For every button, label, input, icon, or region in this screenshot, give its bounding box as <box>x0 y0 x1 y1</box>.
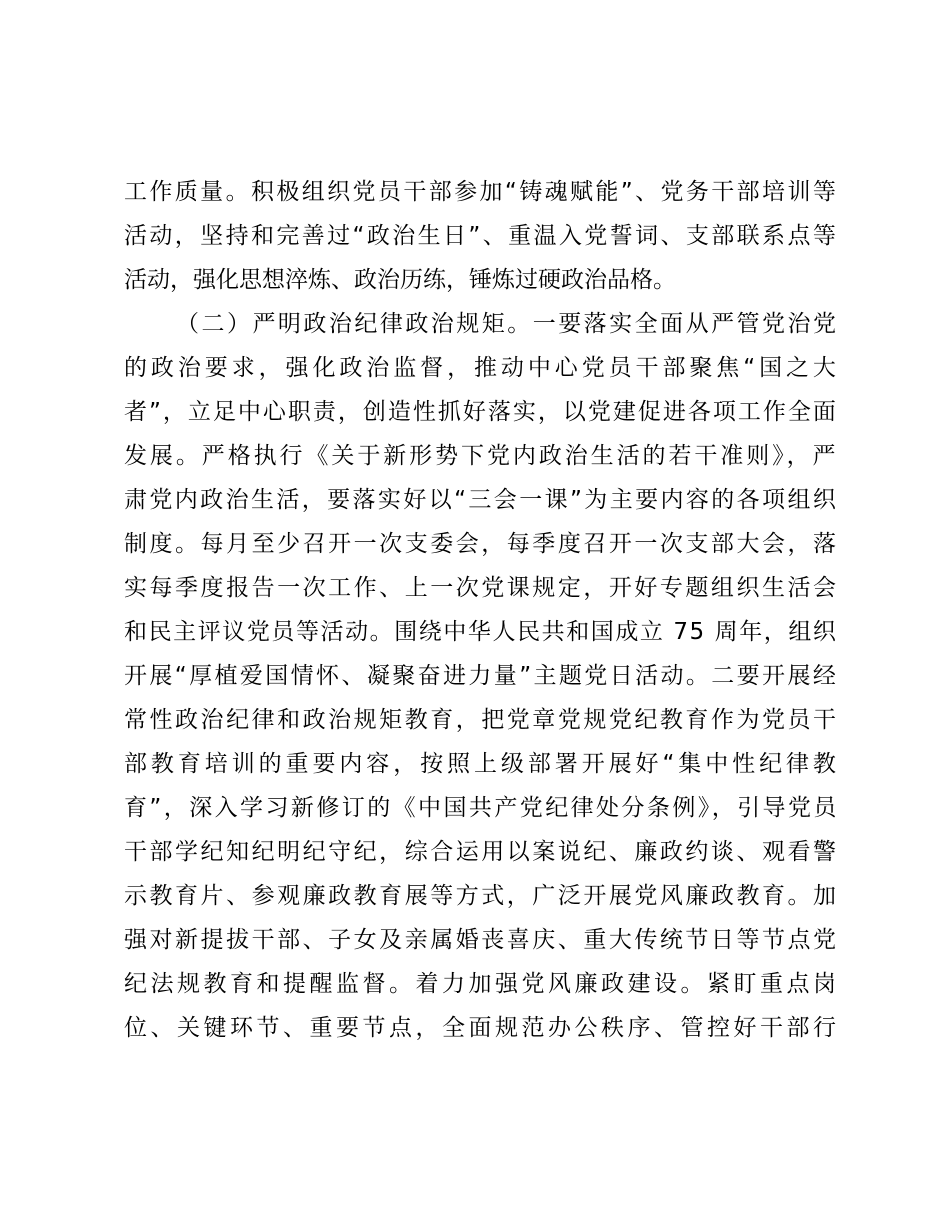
text-line: 工作质量。积极组织党员干部参加“铸魂赋能”、党务干部培训等 <box>124 179 839 205</box>
text-line: 发展。严格执行《关于新形势下党内政治生活的若干准则》，严 <box>124 443 839 469</box>
text-line: 和民主评议党员等活动。围绕中华人民共和国成立 75 周年，组织 <box>124 619 838 645</box>
text-line: 开展“厚植爱国情怀、凝聚奋进力量”主题党日活动。二要开展经 <box>124 663 839 689</box>
text-line: 活动，坚持和完善过“政治生日”、重温入党誓词、支部联系点等 <box>124 223 839 249</box>
text-line: 育”，深入学习新修订的《中国共产党纪律处分条例》，引导党员 <box>124 795 839 821</box>
text-line: 位、关键环节、重要节点，全面规范办公秩序、管控好干部行 <box>124 1015 840 1041</box>
text-line: 示教育片、参观廉政教育展等方式，广泛开展党风廉政教育。加 <box>124 883 839 909</box>
text-line: 强对新提拔干部、子女及亲属婚丧喜庆、重大传统节日等节点党 <box>124 927 839 953</box>
text-line: 肃党内政治生活，要落实好以“三会一课”为主要内容的各项组织 <box>124 487 839 513</box>
body-text <box>124 170 844 1050</box>
text-line: 干部学纪知纪明纪守纪，综合运用以案说纪、廉政约谈、观看警 <box>124 839 839 865</box>
text-line: 实每季度报告一次工作、上一次党课规定，开好专题组织生活会 <box>124 575 839 601</box>
text-line: 者”，立足中心职责，创造性抓好落实，以党建促进各项工作全面 <box>124 399 838 425</box>
text-line: 活动，强化思想淬炼、政治历练，锤炼过硬政治品格。 <box>124 267 676 293</box>
text-line: （二）严明政治纪律政治规矩。一要落实全面从严管党治党 <box>176 311 839 337</box>
text-line: 纪法规教育和提醒监督。着力加强党风廉政建设。紧盯重点岗 <box>124 971 840 997</box>
text-line: 部教育培训的重要内容，按照上级部署开展好“集中性纪律教 <box>124 751 840 777</box>
text-line: 制度。每月至少召开一次支委会，每季度召开一次支部大会，落 <box>124 531 839 557</box>
text-line: 常性政治纪律和政治规矩教育，把党章党规党纪教育作为党员干 <box>124 707 839 733</box>
text-line: 的政治要求，强化政治监督，推动中心党员干部聚焦“国之大 <box>124 355 840 381</box>
